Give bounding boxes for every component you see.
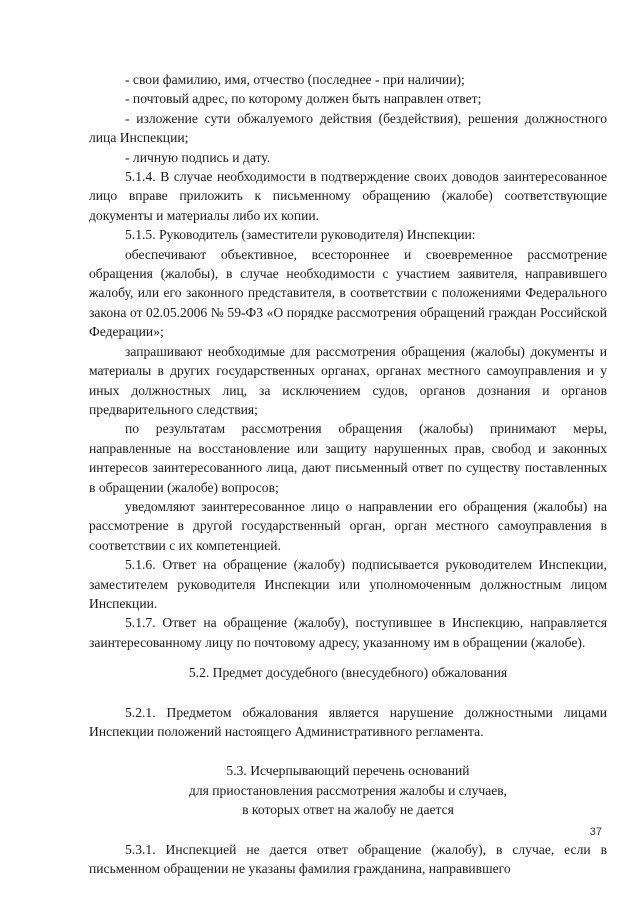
paragraph-ensure-review: обеспечивают объективное, всестороннее и своевременное рассмотрение обращения (жалобы), в случае необходимости с участием заявителя, направившего жалобу, или его законного представителя, в соответствии с положениями Федерального закона от 02.05.2006 № 59-ФЗ «О порядке рассмотрения обращений граждан Российской Федерации»;: [89, 246, 607, 340]
list-item-essence: - изложение сути обжалуемого действия (бездействия), решения должностного лица Инспекции;: [89, 110, 607, 146]
paragraph-5-2-1: 5.2.1. Предметом обжалования является нарушение должностными лицами Инспекции положений настоящего Административного регламента.: [89, 704, 607, 739]
section-heading-5-2: 5.2. Предмет досудебного (внесудебного) обжалования: [188, 665, 508, 681]
page-number: 37: [589, 826, 602, 838]
paragraph-notify: уведомляют заинтересованное лицо о направлении его обращения (жалобы) на рассмотрение в другой государственный орган, орган местного самоуправления в соответствии с их компетенцией.: [89, 498, 607, 553]
paragraph-5-3-1: 5.3.1. Инспекцией не дается ответ обращение (жалобу), в случае, если в письменном обращении не указаны фамилия гражданина, направившего: [89, 841, 607, 877]
section-heading-5-3-line-2: для приостановления рассмотрения жалобы и случаев,: [188, 782, 508, 798]
document-body: [89, 70, 607, 878]
paragraph-request-docs: запрашивают необходимые для рассмотрения обращения (жалобы) документы и материалы в других государственных органах, органах местного самоуправления и у иных должностных лиц, за исключением судов, органов дознания и органов предварительного следствия;: [89, 343, 607, 417]
paragraph-take-measures: по результатам рассмотрения обращения (жалобы) принимают меры, направленные на восстановление или защиту нарушенных прав, свобод и законных интересов заинтересованного лица, дают письменный ответ по существу поставленных в обращении (жалобе) вопросов;: [89, 421, 607, 495]
paragraph-5-1-5: 5.1.5. Руководитель (заместители руководителя) Инспекции:: [125, 227, 476, 243]
paragraph-5-1-6: 5.1.6. Ответ на обращение (жалобу) подписывается руководителем Инспекции, заместителем руководителя Инспекции или уполномоченным должностным лицом Инспекции.: [89, 557, 607, 611]
paragraph-5-1-7: 5.1.7. Ответ на обращение (жалобу), поступившее в Инспекцию, направляется заинтересованному лицу по почтовому адресу, указанному им в обращении (жалобе).: [89, 615, 607, 650]
list-item-address: - почтовый адрес, по которому должен быть направлен ответ;: [125, 91, 482, 107]
paragraph-5-1-4: 5.1.4. В случае необходимости в подтверждение своих доводов заинтересованное лицо вправе приложить к письменному обращению (жалобе) соответствующие документы и материалы либо их копии.: [89, 169, 607, 223]
list-item-signature: - личную подпись и дату.: [125, 149, 271, 165]
section-heading-5-3-line-1: 5.3. Исчерпывающий перечень оснований: [226, 763, 470, 779]
list-item-name: - свои фамилию, имя, отчество (последнее - при наличии);: [125, 72, 465, 87]
section-heading-5-3-line-3: в которых ответ на жалобу не дается: [242, 802, 454, 818]
